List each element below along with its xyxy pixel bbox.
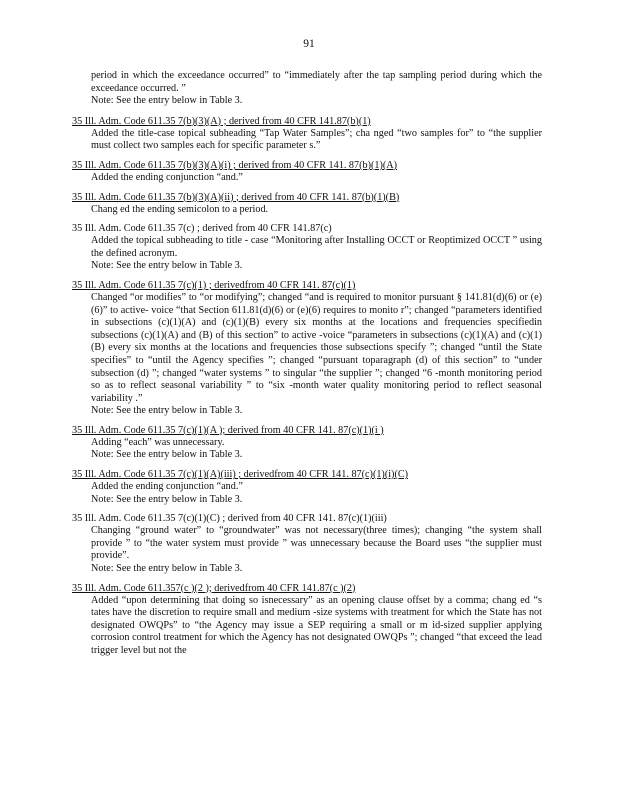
entry-9 [72,582,542,658]
entry-3 [72,191,542,217]
entry-body: Added “upon determining that doing so isnecessary” as an opening clause offset by a comma; chang ed “s tates have the discretion to require small and medium -size systems with treatment for which the State has not designated OWQPs” to “the Agency may issue a SEP requiring a small or m id-sized supplier applying corrosion control treatment for which the Agency has not designated OWQPs ”; changed “that exceed the lead trigger level but not the [91,594,542,656]
entry-body: Changed “or modifies” to “or modifying”; changed “and is required to monitor pursuant § 141.81(d)(6) or (e)(6)” to active- voice “that Section 611.81(d)(6) or (e)(6) requires to monito r”; changed “parameters identified in subsections (c)(1)(A) and (c)(1)(B) every six months at the locations and frequencies specifiedin subsections (c)(1)(A) and (B) of this section” to active -voice “parameters in subsections (c)(1)(A) and (c)(1)(B) every six months at the locations and frequencies those subsections specify ”; changed “until the State specifies” to “until the Agency specifies ”; changed “pursuant toparagraph (d) of this section” to “under subsection (d) ”; changed “water systems ” to singular “the supplier ”; changed “6 -month monitoring period so as to reflect seasonal variability ” to “six -month water quality monitoring period to reflect seasonal variability .” [91,291,542,404]
entry-body: Changing “ground water” to “groundwater” was not necessary(three times); changing “the system shall provide ” to “the water system must provide ” was unnecessary because the Board uses “the supplier must provide”. [91,525,542,562]
entry-note: Note: See the entry below in Table 3. [91,449,243,461]
entry-note: Note: See the entry below in Table 3. [91,563,243,575]
entry-note: Note: See the entry below in Table 3. [91,405,243,417]
document-body [72,70,542,664]
entry-6 [72,424,542,462]
entry-body: Added the title-case topical subheading “Tap Water Samples”; cha nged “two samples for” to “the supplier must collect two samples each for specific parameter s.” [91,127,542,152]
entry-note: Note: See the entry below in Table 3. [91,95,243,107]
entry-note: Note: See the entry below in Table 3. [91,260,243,272]
entry-2 [72,159,542,185]
entry-body: Added the topical subheading to title - case “Monitoring after Installing OCCT or Reoptimized OCCT ” using the defined acronym. [91,235,542,259]
entry-heading: 35 Ill. Adm. Code 611.35 7(b)(3)(A)(ii) ; derived from 40 CFR 141. 87(b)(1)(B) [72,191,400,203]
entry-7 [72,468,542,506]
entry-heading: 35 Ill. Adm. Code 611.35 7(c)(1)(A ); derived from 40 CFR 141. 87(c)(1)(i ) [72,424,384,436]
entry-body: Added the ending conjunction “and.” [91,481,243,493]
entry-5 [72,279,542,418]
entry-heading: 35 Ill. Adm. Code 611.35 7(c)(1)(C) ; derived from 40 CFR 141. 87(c)(1)(iii) [72,513,387,525]
entry-heading: 35 Ill. Adm. Code 611.35 7(c) ; derived from 40 CFR 141.87(c) [72,223,332,235]
entry-1 [72,115,542,153]
entry-body: Adding “each” was unnecessary. [91,436,225,448]
entry-heading: 35 Ill. Adm. Code 611.35 7(b)(3)(A)(i) ; derived from 40 CFR 141. 87(b)(1)(A) [72,159,397,171]
entry-8 [72,512,542,575]
entry-4 [72,222,542,273]
continued-entry [72,70,542,108]
entry-body: Added the ending conjunction “and.” [91,171,243,183]
page-number: 91 [303,38,315,50]
entry-heading: 35 Ill. Adm. Code 611.35 7(c)(1) ; derivedfrom 40 CFR 141. 87(c)(1) [72,279,356,291]
entry-body: Chang ed the ending semicolon to a period. [91,203,269,215]
entry-heading: 35 Ill. Adm. Code 611.35 7(c)(1)(A)(iii) ; derivedfrom 40 CFR 141. 87(c)(1)(i)(C) [72,469,409,481]
entry-body: period in which the exceedance occurred” to “immediately after the tap sampling period during which the exceedance occurred. ” [91,70,542,94]
entry-note: Note: See the entry below in Table 3. [91,493,243,505]
entry-heading: 35 Ill. Adm. Code 611.35 7(b)(3)(A) ; derived from 40 CFR 141.87(b)(1) [72,115,371,127]
entry-heading: 35 Ill. Adm. Code 611.357(c )(2 ); derivedfrom 40 CFR 141.87(c )(2) [72,582,356,594]
